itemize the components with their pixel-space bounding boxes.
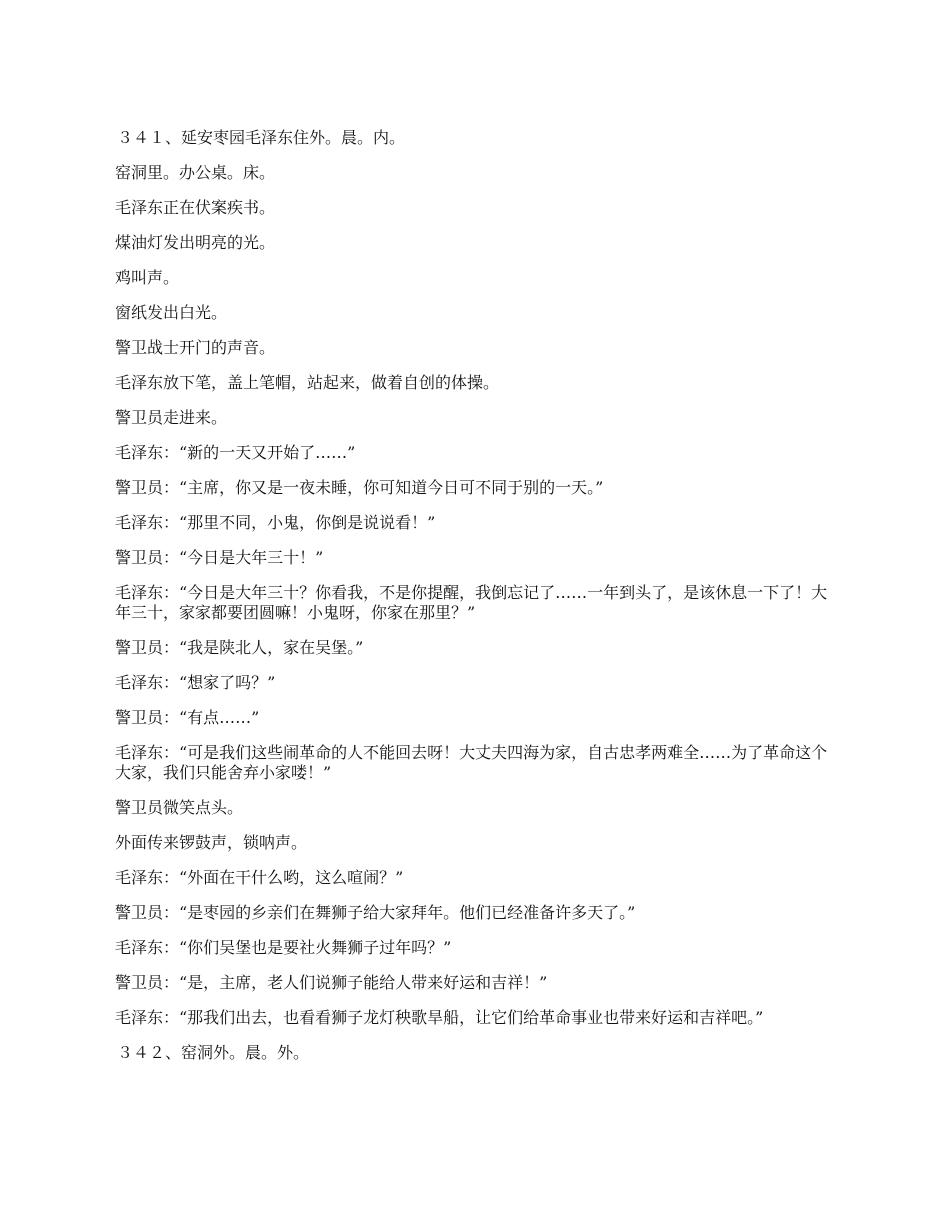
dialogue-line: 毛泽东：“那里不同，小鬼，你倒是说说看！” xyxy=(115,513,436,532)
action-line: 毛泽东正在伏案疾书。 xyxy=(115,198,276,217)
scene-heading: ３４１、延安枣园毛泽东住外。晨。内。 xyxy=(117,128,406,147)
dialogue-line: 毛泽东：“你们吴堡也是要社火舞狮子过年吗？” xyxy=(115,938,452,957)
document-page xyxy=(115,128,840,1078)
dialogue-line: 警卫员：“主席，你又是一夜未睡，你可知道今日可不同于别的一天。” xyxy=(115,478,604,497)
dialogue-line: 警卫员：“今日是大年三十！” xyxy=(115,548,324,567)
dialogue-line: 警卫员：“我是陕北人，家在吴堡。” xyxy=(115,638,364,657)
action-line: 警卫员微笑点头。 xyxy=(115,798,244,817)
action-line: 毛泽东放下笔，盖上笔帽，站起来，做着自创的体操。 xyxy=(115,373,500,392)
scene-heading: ３４２、窑洞外。晨。外。 xyxy=(117,1043,310,1062)
action-line: 窑洞里。办公桌。床。 xyxy=(115,163,276,182)
action-line: 鸡叫声。 xyxy=(115,268,180,287)
action-line: 外面传来锣鼓声，锁呐声。 xyxy=(115,833,308,852)
dialogue-line: 警卫员：“是，主席，老人们说狮子能给人带来好运和吉祥！” xyxy=(115,973,548,992)
dialogue-line: 毛泽东：“那我们出去，也看看狮子龙灯秧歌旱船，让它们给革命事业也带来好运和吉祥吧。” xyxy=(115,1008,764,1027)
action-line: 窗纸发出白光。 xyxy=(115,303,228,322)
dialogue-line: 毛泽东：“想家了吗？” xyxy=(115,673,276,692)
action-line: 煤油灯发出明亮的光。 xyxy=(115,233,276,252)
dialogue-line: 毛泽东：“可是我们这些闹革命的人不能回去呀！大丈夫四海为家，自古忠孝两难全……为了革命这个大家，我们只能舍弃小家喽！” xyxy=(115,743,828,782)
dialogue-line: 毛泽东：“今日是大年三十？你看我，不是你提醒，我倒忘记了……一年到头了，是该休息一下了！大年三十，家家都要团圆嘛！小鬼呀，你家在那里？” xyxy=(115,583,828,622)
action-line: 警卫员走进来。 xyxy=(115,408,228,427)
dialogue-line: 毛泽东：“新的一天又开始了……” xyxy=(115,443,356,462)
dialogue-line: 警卫员：“是枣园的乡亲们在舞狮子给大家拜年。他们已经准备许多天了。” xyxy=(115,903,636,922)
dialogue-line: 警卫员：“有点……” xyxy=(115,708,260,727)
action-line: 警卫战士开门的声音。 xyxy=(115,338,276,357)
dialogue-line: 毛泽东：“外面在干什么哟，这么喧闹？” xyxy=(115,868,404,887)
